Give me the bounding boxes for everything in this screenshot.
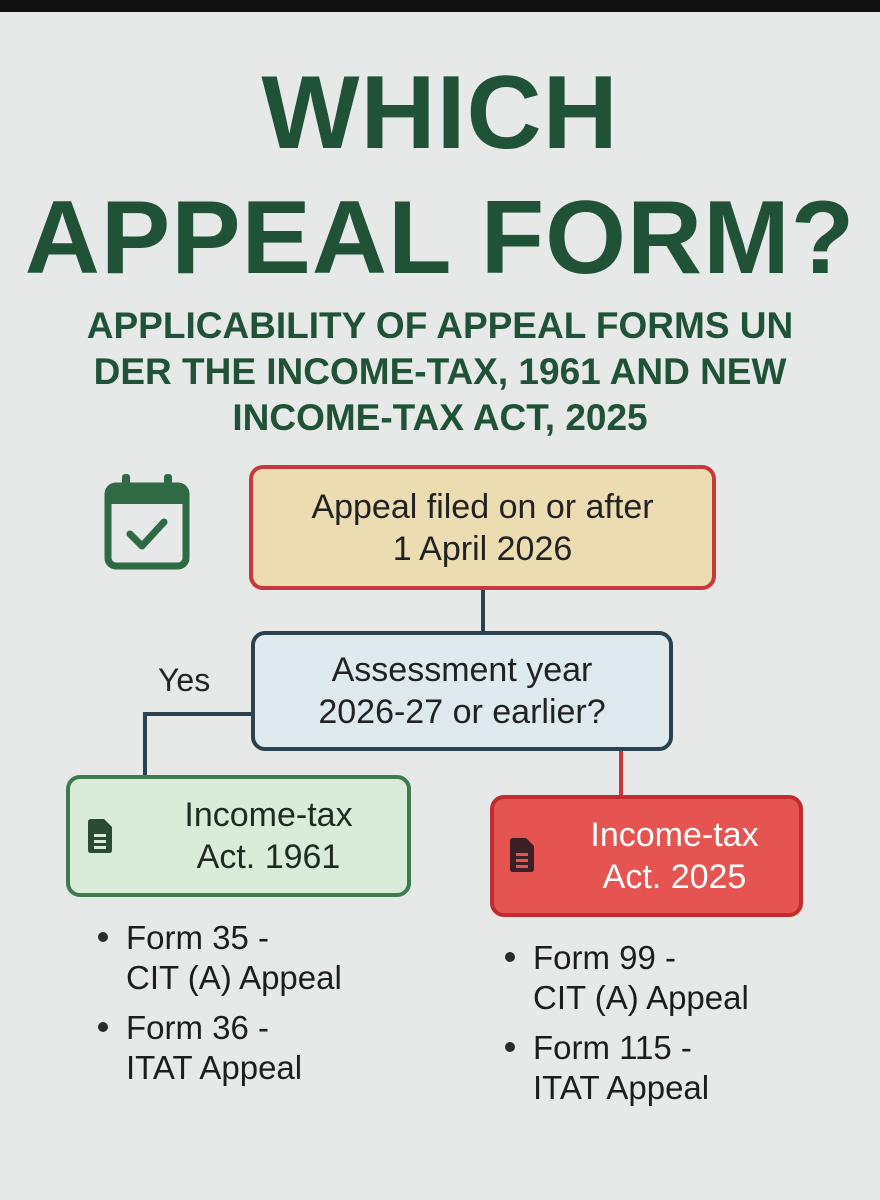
list-item xyxy=(505,938,749,1018)
top-bar xyxy=(0,0,880,12)
form-purpose: ITAT Appeal xyxy=(126,1049,303,1086)
question-box-assessment-year xyxy=(251,631,673,751)
act-2025-line-1: Income-tax xyxy=(590,816,759,854)
connector-yes-to-1961 xyxy=(145,714,251,775)
form-purpose: ITAT Appeal xyxy=(533,1069,710,1106)
start-box-appeal-date xyxy=(249,465,716,590)
start-box-line-1: Appeal filed on or after xyxy=(311,487,654,526)
list-item xyxy=(98,1008,342,1088)
form-purpose: CIT (A) Appeal xyxy=(533,979,749,1016)
bullet-icon xyxy=(98,932,108,942)
act-2025-forms-list xyxy=(505,938,749,1118)
form-number: Form 36 - xyxy=(126,1009,270,1046)
act-2025-box xyxy=(490,795,803,917)
bullet-icon xyxy=(98,1022,108,1032)
list-item xyxy=(505,1028,749,1108)
form-purpose: CIT (A) Appeal xyxy=(126,959,342,996)
calendar-check-icon xyxy=(104,472,190,570)
question-box-line-2: 2026-27 or earlier? xyxy=(318,693,606,731)
act-1961-line-2: Act. 1961 xyxy=(196,838,341,876)
form-number: Form 99 - xyxy=(533,939,677,976)
bullet-icon xyxy=(505,952,515,962)
subtitle-line-1: APPLICABILITY OF APPEAL FORMS UN xyxy=(86,305,794,346)
title-line-1: WHICH xyxy=(261,55,619,171)
start-box-line-2: 1 April 2026 xyxy=(392,529,573,568)
act-2025-line-2: Act. 2025 xyxy=(602,858,747,896)
form-number: Form 115 - xyxy=(533,1029,692,1066)
list-item xyxy=(98,918,342,998)
subtitle-line-2: DER THE INCOME-TAX, 1961 AND NEW xyxy=(93,351,787,392)
form-number: Form 35 - xyxy=(126,919,270,956)
act-1961-forms-list xyxy=(98,918,342,1098)
act-1961-box xyxy=(66,775,411,897)
question-box-line-1: Assessment year xyxy=(331,651,593,689)
document-icon xyxy=(508,837,536,873)
act-1961-line-1: Income-tax xyxy=(184,796,353,834)
subtitle-line-3: INCOME-TAX ACT, 2025 xyxy=(232,397,648,438)
title-line-2: APPEAL FORM? xyxy=(24,180,856,296)
document-icon xyxy=(86,818,114,854)
yes-label: Yes xyxy=(158,662,211,698)
bullet-icon xyxy=(505,1042,515,1052)
